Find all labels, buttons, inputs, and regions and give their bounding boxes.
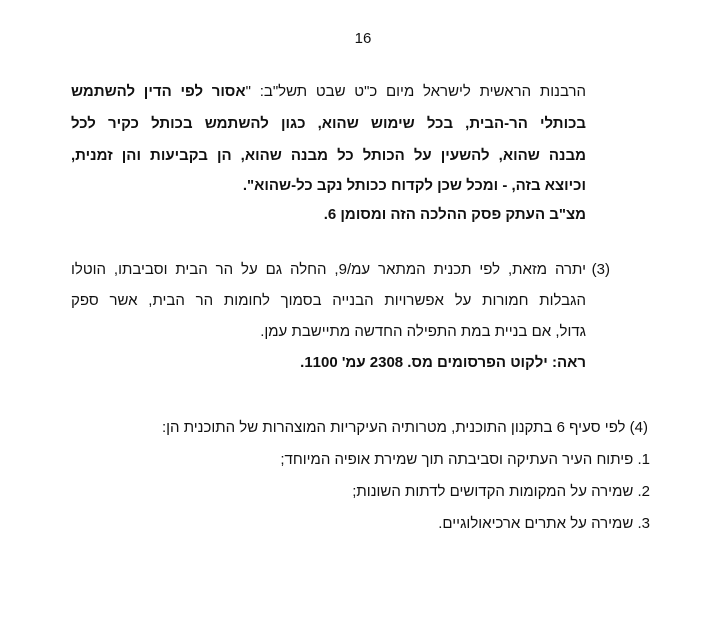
ruling-line-1-intro: הרבנות הראשית לישראל מיום כ"ט שבט תשל"ב: " [245,83,586,100]
ruling-line-4: וכיוצא בזה, - ומכל שכן לקדוח ככותל נקב כל-שהוא". [242,177,586,194]
objective-item-1: 1. פיתוח העיר העתיקה וסביבתה תוך שמירת אופיה המיוחד; [280,451,650,468]
paragraph-marker-3: (3) [591,261,610,278]
ruling-line-5: מצ"ב העתק פסק ההלכה הזה ומסומן 6. [323,206,586,223]
plan-reference: ראה: ילקוט הפרסומים מס. 2308 עמ' 1100. [300,354,586,371]
ruling-line-1 [71,82,586,102]
objective-item-2: 2. שמירה על המקומות הקדושים לדתות השונות; [352,483,650,500]
plan-line-1: יתרה מזאת, לפי תכנית המתאר עמ/9, החלה גם על הר הבית וסביבתו, הוטלו [71,261,586,278]
ruling-line-3: מבנה שהוא, להשעין על הכותל כל מבנה שהוא, הן בקביעות והן זמנית, [71,147,586,164]
objective-item-3: 3. שמירה על אתרים ארכיאולוגיים. [438,515,650,532]
plan-line-3: גדול, אם בניית במת התפילה החדשה מתיישבת עמן. [260,323,586,340]
plan-line-2: הגבלות חמורות על אפשרויות הבנייה בסמוך לחומות הר הבית, אשר ספק [71,292,586,309]
objectives-intro: (4) לפי סעיף 6 בתקנון התוכנית, מטרותיה העיקריות המוצהרות של התוכנית הן: [161,419,648,436]
ruling-line-1-quote: אסור לפי הדין להשתמש [71,83,246,100]
page-number: 16 [354,30,372,47]
ruling-line-2: בכותלי הר-הבית, בכל שימוש שהוא, כגון להשתמש בכותל כקיר לכל [71,115,586,132]
